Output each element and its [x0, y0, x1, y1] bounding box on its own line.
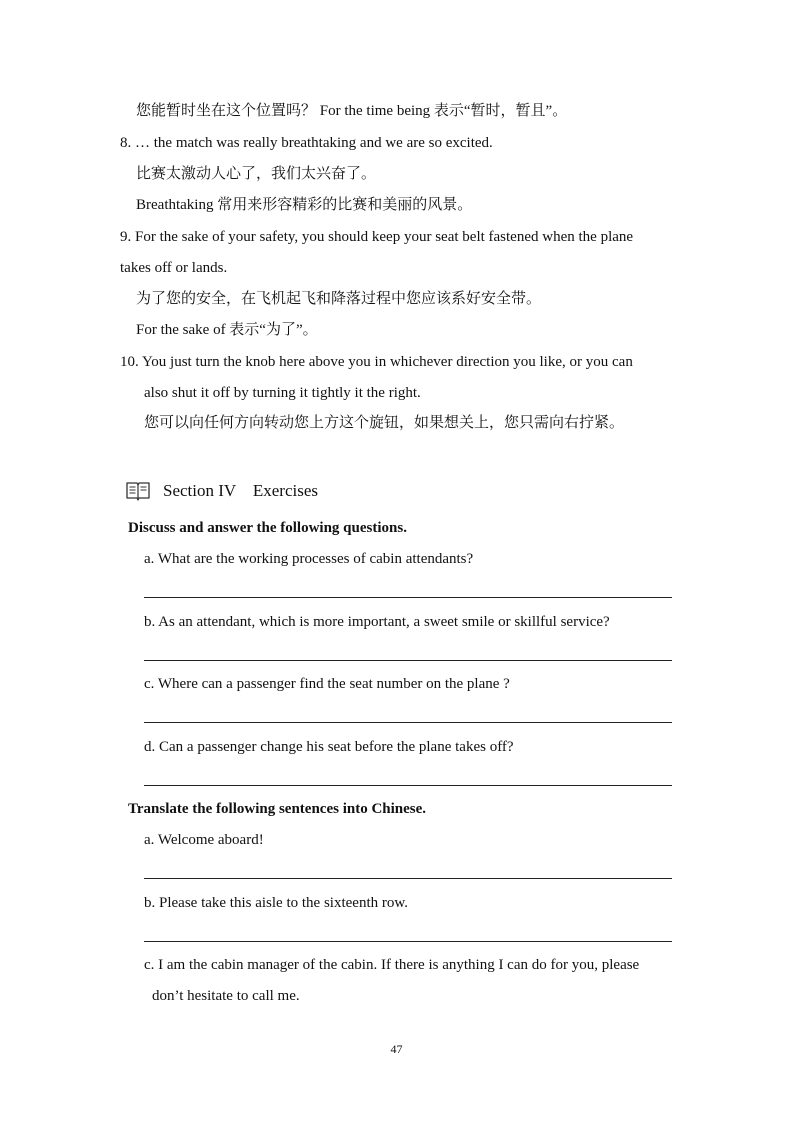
item-10-english-line1: 10. You just turn the knob here above you in whichever direction you like, or you can [120, 354, 633, 370]
question-d: d. Can a passenger change his seat before the plane takes off? [144, 739, 514, 755]
item-10-english-line2: also shut it off by turning it tightly it the right. [144, 385, 421, 401]
section-heading [125, 478, 318, 504]
book-icon [125, 480, 151, 502]
translate-line-a [144, 878, 672, 879]
translate-a: a. Welcome aboard! [144, 832, 264, 848]
item-9-english-line1: 9. For the sake of your safety, you should keep your seat belt fastened when the plane [120, 229, 634, 245]
answer-line-b [144, 660, 672, 661]
page-number: 47 [390, 1042, 403, 1056]
discuss-heading: Discuss and answer the following questions. [128, 520, 407, 536]
item-8-note: Breathtaking 常用来形容精彩的比赛和美丽的风景。 [136, 197, 473, 213]
answer-line-d [144, 785, 672, 786]
answer-line-c [144, 722, 672, 723]
translate-line-b [144, 941, 672, 942]
item-9-english-line2: takes off or lands. [120, 260, 228, 276]
question-c: c. Where can a passenger find the seat number on the plane ? [144, 676, 510, 692]
question-a: a. What are the working processes of cabin attendants? [144, 551, 474, 567]
item-10-chinese: 您可以向任何方向转动您上方这个旋钮，如果想关上，您只需向右拧紧。 [144, 415, 625, 431]
note-line-time-being: 您能暂时坐在这个位置吗？ For the time being 表示“暂时，暂且”。 [136, 103, 568, 119]
translate-b: b. Please take this aisle to the sixteenth row. [144, 895, 408, 911]
translate-c-line1: c. I am the cabin manager of the cabin. If there is anything I can do for you, please [144, 957, 640, 973]
translate-c-line2: don’t hesitate to call me. [152, 988, 300, 1004]
item-9-chinese: 为了您的安全，在飞机起飞和降落过程中您应该系好安全带。 [136, 291, 542, 307]
item-9-note: For the sake of 表示“为了”。 [136, 322, 318, 338]
item-8-chinese: 比赛太激动人心了，我们太兴奋了。 [136, 166, 377, 182]
section-title: Section IV Exercises [163, 481, 319, 500]
translate-heading: Translate the following sentences into Chinese. [128, 801, 427, 817]
answer-line-a [144, 597, 672, 598]
item-8-english: 8. … the match was really breathtaking and we are so excited. [120, 135, 493, 151]
question-b: b. As an attendant, which is more important, a sweet smile or skillful service? [144, 614, 610, 630]
